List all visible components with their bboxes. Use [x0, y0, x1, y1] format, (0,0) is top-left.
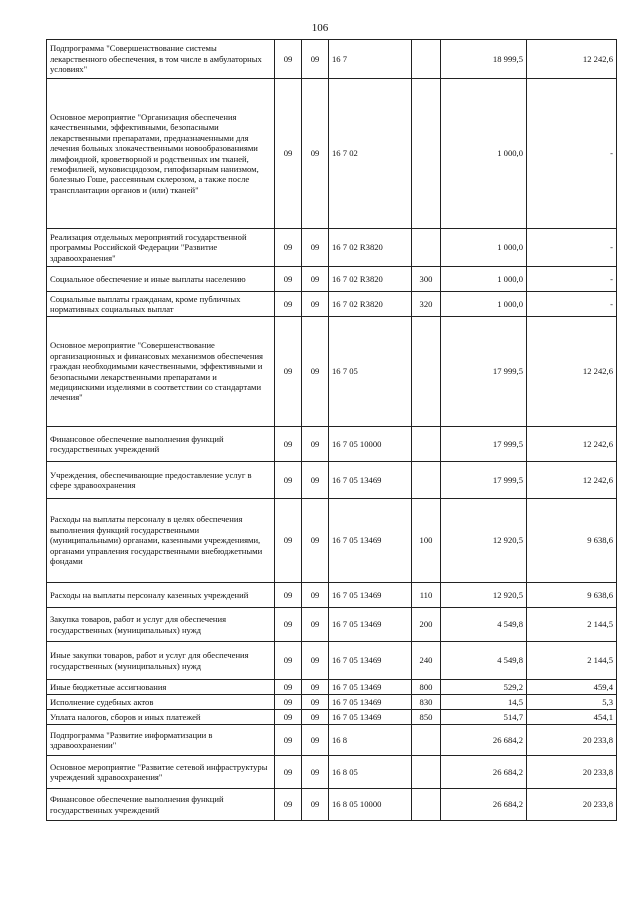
row-target-article: 16 8 — [329, 725, 412, 756]
row-expense-type: 200 — [412, 608, 441, 642]
table-row — [47, 427, 617, 462]
row-expense-type — [412, 79, 441, 229]
row-expense-type: 300 — [412, 267, 441, 292]
row-target-article: 16 7 05 13469 — [329, 583, 412, 608]
row-target-article: 16 7 05 13469 — [329, 680, 412, 695]
table-row — [47, 756, 617, 789]
row-expense-type: 100 — [412, 499, 441, 583]
row-amount-approved: 26 684,2 — [441, 756, 527, 789]
row-expense-type: 850 — [412, 710, 441, 725]
row-subsection: 09 — [302, 317, 329, 427]
row-amount-executed: - — [527, 267, 617, 292]
row-amount-executed: 12 242,6 — [527, 462, 617, 499]
row-expense-type: 830 — [412, 695, 441, 710]
row-name: Иные бюджетные ассигнования — [47, 680, 275, 695]
row-target-article: 16 7 05 13469 — [329, 499, 412, 583]
row-subsection: 09 — [302, 725, 329, 756]
row-expense-type — [412, 725, 441, 756]
row-target-article: 16 8 05 — [329, 756, 412, 789]
table-row — [47, 229, 617, 267]
row-subsection: 09 — [302, 710, 329, 725]
row-amount-executed: 9 638,6 — [527, 499, 617, 583]
row-name: Расходы на выплаты персоналу казенных учреждений — [47, 583, 275, 608]
row-section: 09 — [275, 499, 302, 583]
row-subsection: 09 — [302, 229, 329, 267]
row-target-article: 16 7 02 R3820 — [329, 292, 412, 317]
table-row — [47, 695, 617, 710]
row-section: 09 — [275, 642, 302, 680]
row-amount-approved: 17 999,5 — [441, 427, 527, 462]
row-amount-approved: 1 000,0 — [441, 79, 527, 229]
row-section: 09 — [275, 229, 302, 267]
row-section: 09 — [275, 608, 302, 642]
row-expense-type — [412, 317, 441, 427]
table-row — [47, 79, 617, 229]
row-target-article: 16 7 05 13469 — [329, 608, 412, 642]
row-name: Иные закупки товаров, работ и услуг для обеспечения государственных (муниципальных) нужд — [47, 642, 275, 680]
row-target-article: 16 7 05 10000 — [329, 427, 412, 462]
row-subsection: 09 — [302, 427, 329, 462]
table-row — [47, 40, 617, 79]
row-section: 09 — [275, 695, 302, 710]
table-row — [47, 499, 617, 583]
row-name: Социальные выплаты гражданам, кроме публичных нормативных социальных выплат — [47, 292, 275, 317]
row-expense-type — [412, 229, 441, 267]
row-target-article: 16 7 05 13469 — [329, 642, 412, 680]
table-row — [47, 789, 617, 821]
row-amount-approved: 12 920,5 — [441, 499, 527, 583]
row-amount-executed: 2 144,5 — [527, 608, 617, 642]
row-expense-type: 320 — [412, 292, 441, 317]
row-name: Подпрограмма "Совершенствование системы лекарственного обеспечения, в том числе в амбулаторных условиях" — [47, 40, 275, 79]
row-amount-approved: 26 684,2 — [441, 789, 527, 821]
table-row — [47, 292, 617, 317]
row-subsection: 09 — [302, 608, 329, 642]
row-amount-executed: 12 242,6 — [527, 427, 617, 462]
row-section: 09 — [275, 267, 302, 292]
row-amount-approved: 1 000,0 — [441, 267, 527, 292]
row-subsection: 09 — [302, 499, 329, 583]
row-expense-type: 110 — [412, 583, 441, 608]
row-expense-type — [412, 462, 441, 499]
row-name: Основное мероприятие "Организация обеспечения качественными, эффективными, безопасными лекарственными препаратами, предназначенными для лечения больных злокачественными новообразованиями лимфоидной, кроветворной и родственных им тканей, гемофилией, муковисцидозом, гипофизарным нанизмом, болезнью Гоше, рассеянным склерозом, а также после трансплантации органов и (или) тканей" — [47, 79, 275, 229]
row-amount-executed: 2 144,5 — [527, 642, 617, 680]
table-row — [47, 725, 617, 756]
row-amount-approved: 4 549,8 — [441, 642, 527, 680]
row-target-article: 16 7 02 R3820 — [329, 229, 412, 267]
row-amount-executed: 20 233,8 — [527, 756, 617, 789]
row-subsection: 09 — [302, 642, 329, 680]
row-section: 09 — [275, 427, 302, 462]
row-amount-approved: 17 999,5 — [441, 462, 527, 499]
row-target-article: 16 7 05 13469 — [329, 695, 412, 710]
row-amount-approved: 14,5 — [441, 695, 527, 710]
row-name: Основное мероприятие "Развитие сетевой инфраструктуры учреждений здравоохранения" — [47, 756, 275, 789]
row-subsection: 09 — [302, 680, 329, 695]
row-name: Закупка товаров, работ и услуг для обеспечения государственных (муниципальных) нужд — [47, 608, 275, 642]
row-subsection: 09 — [302, 79, 329, 229]
row-amount-executed: 12 242,6 — [527, 317, 617, 427]
row-subsection: 09 — [302, 789, 329, 821]
row-expense-type — [412, 756, 441, 789]
table-row — [47, 608, 617, 642]
row-subsection: 09 — [302, 583, 329, 608]
row-amount-executed: 459,4 — [527, 680, 617, 695]
row-amount-approved: 12 920,5 — [441, 583, 527, 608]
row-expense-type — [412, 789, 441, 821]
row-amount-approved: 4 549,8 — [441, 608, 527, 642]
row-amount-approved: 17 999,5 — [441, 317, 527, 427]
row-amount-approved: 529,2 — [441, 680, 527, 695]
row-section: 09 — [275, 292, 302, 317]
row-amount-approved: 18 999,5 — [441, 40, 527, 79]
table-row — [47, 267, 617, 292]
row-target-article: 16 7 05 13469 — [329, 710, 412, 725]
row-expense-type — [412, 40, 441, 79]
table-row — [47, 642, 617, 680]
row-subsection: 09 — [302, 756, 329, 789]
row-section: 09 — [275, 317, 302, 427]
row-section: 09 — [275, 756, 302, 789]
row-name: Финансовое обеспечение выполнения функций государственных учреждений — [47, 789, 275, 821]
row-section: 09 — [275, 583, 302, 608]
row-subsection: 09 — [302, 40, 329, 79]
page-number: 106 — [311, 22, 329, 34]
table-row — [47, 680, 617, 695]
row-subsection: 09 — [302, 267, 329, 292]
table-row — [47, 317, 617, 427]
row-section: 09 — [275, 462, 302, 499]
row-subsection: 09 — [302, 695, 329, 710]
row-amount-approved: 1 000,0 — [441, 229, 527, 267]
row-amount-executed: - — [527, 292, 617, 317]
row-amount-approved: 26 684,2 — [441, 725, 527, 756]
table-row — [47, 583, 617, 608]
row-section: 09 — [275, 40, 302, 79]
row-name: Исполнение судебных актов — [47, 695, 275, 710]
row-amount-executed: 9 638,6 — [527, 583, 617, 608]
row-target-article: 16 7 05 — [329, 317, 412, 427]
row-name: Реализация отдельных мероприятий государственной программы Российской Федерации "Развитие здравоохранения" — [47, 229, 275, 267]
row-name: Расходы на выплаты персоналу в целях обеспечения выполнения функций государственными (муниципальными) органами, казенными учреждениями, органами управления государственными внебюджетными фондами — [47, 499, 275, 583]
row-amount-executed: 5,3 — [527, 695, 617, 710]
row-amount-executed: - — [527, 79, 617, 229]
row-amount-executed: - — [527, 229, 617, 267]
row-section: 09 — [275, 725, 302, 756]
row-name: Подпрограмма "Развитие информатизации в здравоохранении" — [47, 725, 275, 756]
row-name: Финансовое обеспечение выполнения функций государственных учреждений — [47, 427, 275, 462]
row-subsection: 09 — [302, 292, 329, 317]
row-section: 09 — [275, 789, 302, 821]
row-expense-type: 240 — [412, 642, 441, 680]
row-section: 09 — [275, 710, 302, 725]
row-name: Социальное обеспечение и иные выплаты населению — [47, 267, 275, 292]
budget-table — [46, 39, 617, 821]
row-amount-executed: 454,1 — [527, 710, 617, 725]
row-expense-type — [412, 427, 441, 462]
row-name: Учреждения, обеспечивающие предоставление услуг в сфере здравоохранения — [47, 462, 275, 499]
row-name: Уплата налогов, сборов и иных платежей — [47, 710, 275, 725]
row-amount-executed: 20 233,8 — [527, 725, 617, 756]
row-target-article: 16 8 05 10000 — [329, 789, 412, 821]
row-target-article: 16 7 02 R3820 — [329, 267, 412, 292]
table-row — [47, 462, 617, 499]
row-expense-type: 800 — [412, 680, 441, 695]
row-subsection: 09 — [302, 462, 329, 499]
row-target-article: 16 7 05 13469 — [329, 462, 412, 499]
row-amount-executed: 20 233,8 — [527, 789, 617, 821]
row-name: Основное мероприятие "Совершенствование организационных и финансовых механизмов обеспечения граждан необходимыми качественными, эффективными и безопасными лекарственными препаратами и медицинскими изделиями в соответствии со стандартами лечения" — [47, 317, 275, 427]
row-amount-executed: 12 242,6 — [527, 40, 617, 79]
row-target-article: 16 7 — [329, 40, 412, 79]
row-section: 09 — [275, 680, 302, 695]
row-amount-approved: 1 000,0 — [441, 292, 527, 317]
row-target-article: 16 7 02 — [329, 79, 412, 229]
row-section: 09 — [275, 79, 302, 229]
table-row — [47, 710, 617, 725]
row-amount-approved: 514,7 — [441, 710, 527, 725]
